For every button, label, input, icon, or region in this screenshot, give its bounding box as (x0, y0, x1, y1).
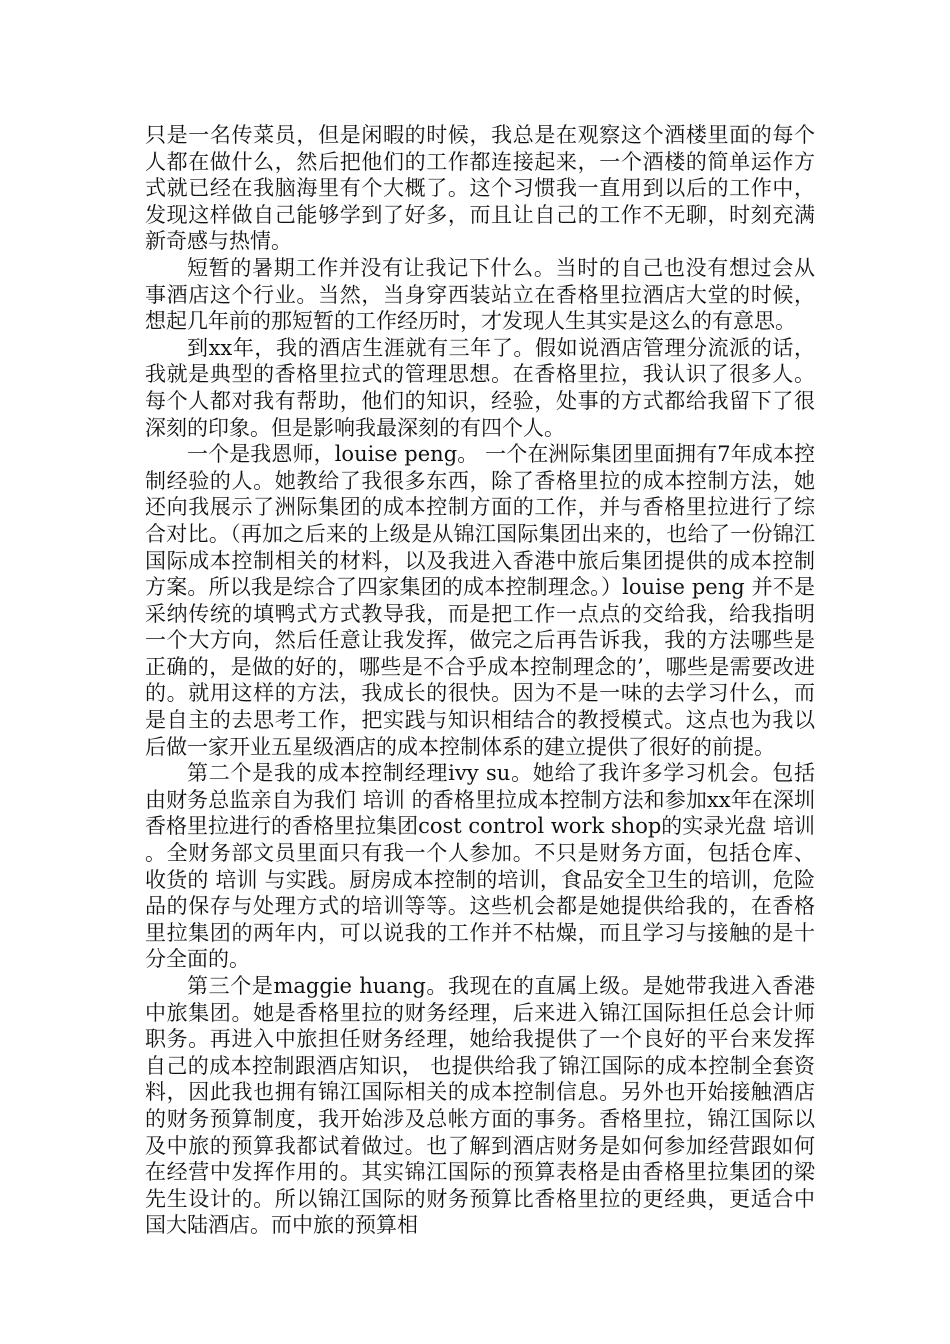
paragraph-manager-ivy: 第二个是我的成本控制经理ivy su。她给了我许多学习机会。包括由财务总监亲自为我们 培训 的香格里拉成本控制方法和参加xx年在深圳香格里拉进行的香格里拉集团cost control work shop的实录光盘 培训 。全财务部文员里面只有我一个人参加。不只是财务方面，包括仓库、收货的 培训 与实践。厨房成本控制的培训，食品安全卫生的培训，危险品的保存与处理方式的培训等等。这些机会都是她提供给我的，在香格里拉集团的两年内，可以说我的工作并不枯燥，而且学习与接触的是十分全面的。 (145, 761, 815, 972)
paragraph-summer-job: 短暂的暑期工作并没有让我记下什么。当时的自己也没有想过会从事酒店这个行业。当然，当身穿西装站立在香格里拉酒店大堂的时候，想起几年前的那短暂的工作经历时，才发现人生其实是这么的有意思。 (145, 255, 815, 334)
paragraph-hotel-career: 到xx年，我的酒店生涯就有三年了。假如说酒店管理分流派的话，我就是典型的香格里拉式的管理思想。在香格里拉，我认识了很多人。每个人都对我有帮助，他们的知识，经验，处事的方式都给我留下了很深刻的印象。但是影响我最深刻的有四个人。 (145, 335, 815, 440)
paragraph-intro: 只是一名传菜员，但是闲暇的时候，我总是在观察这个酒楼里面的每个人都在做什么，然后把他们的工作都连接起来，一个酒楼的简单运作方式就已经在我脑海里有个大概了。这个习惯我一直用到以后的工作中，发现这样做自己能够学到了好多，而且让自己的工作不无聊，时刻充满新奇感与热情。 (145, 123, 815, 254)
paragraph-mentor-louise: 一个是我恩师，louise peng。 一个在洲际集团里面拥有7年成本控制经验的人。她教给了我很多东西，除了香格里拉的成本控制方法，她还向我展示了洲际集团的成本控制方面的工作，并与香格里拉进行了综合对比。（再加之后来的上级是从锦江国际集团出来的，也给了一份锦江国际成本控制相关的材料，以及我进入香港中旅后集团提供的成本控制方案。所以我是综合了四家集团的成本控制理念。）louise peng 并不是采纳传统的填鸭式方式教导我，而是把工作一点点的交给我，给我指明一个大方向，然后任意让我发挥，做完之后再告诉我，我的方法哪些是正确的，是做的好的，哪些是不合乎成本控制理念的’，哪些是需要改进的。就用这样的方法，我成长的很快。因为不是一味的去学习什么，而是自主的去思考工作，把实践与知识相结合的教授模式。这点也为我以后做一家开业五星级酒店的成本控制体系的建立提供了很好的前提。 (145, 442, 815, 759)
document-body (145, 122, 815, 1239)
paragraph-supervisor-maggie: 第三个是maggie huang。我现在的直属上级。是她带我进入香港中旅集团。她是香格里拉的财务经理，后来进入锦江国际担任总会计师职务。再进入中旅担任财务经理，她给我提供了一个良好的平台来发挥自己的成本控制跟酒店知识， 也提供给我了锦江国际的成本控制全套资料，因此我也拥有锦江国际相关的成本控制信息。另外也开始接触酒店的财务预算制度，我开始涉及总帐方面的事务。香格里拉，锦江国际以及中旅的预算我都试着做过。也了解到酒店财务是如何参加经营跟如何在经营中发挥作用的。其实锦江国际的预算表格是由香格里拉集团的梁先生设计的。所以锦江国际的财务预算比香格里拉的更经典，更适合中国大陆酒店。而中旅的预算相 (145, 974, 815, 1238)
